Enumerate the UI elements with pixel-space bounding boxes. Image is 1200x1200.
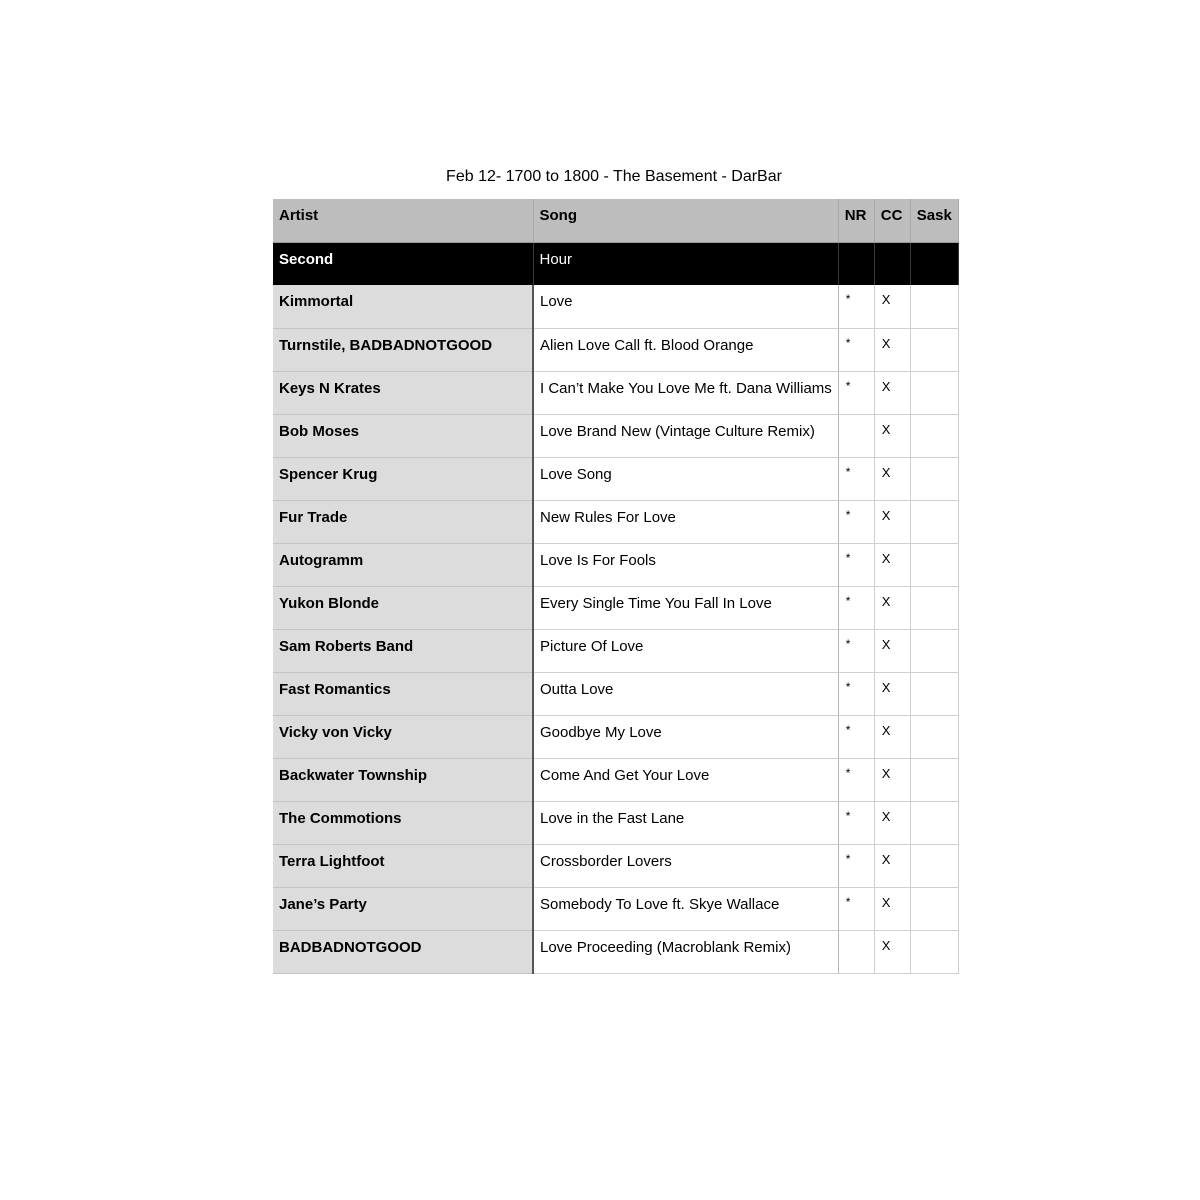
section-empty-cell <box>838 242 874 285</box>
nr-cell: * <box>838 543 874 586</box>
song-cell: Love Proceeding (Macroblank Remix) <box>533 930 838 973</box>
sask-cell <box>910 457 958 500</box>
sask-cell <box>910 672 958 715</box>
artist-cell: Keys N Krates <box>273 371 533 414</box>
cc-cell: X <box>874 371 910 414</box>
song-cell: Alien Love Call ft. Blood Orange <box>533 328 838 371</box>
section-empty-cell <box>910 242 958 285</box>
cc-cell: X <box>874 457 910 500</box>
song-cell: I Can’t Make You Love Me ft. Dana Williams <box>533 371 838 414</box>
sask-cell <box>910 887 958 930</box>
artist-cell: BADBADNOTGOOD <box>273 930 533 973</box>
column-header-song: Song <box>533 199 838 242</box>
table-row <box>273 672 958 715</box>
nr-cell: * <box>838 457 874 500</box>
cc-cell: X <box>874 844 910 887</box>
sask-cell <box>910 930 958 973</box>
table-row <box>273 285 958 328</box>
table-row <box>273 328 958 371</box>
cc-cell: X <box>874 500 910 543</box>
song-cell: Love in the Fast Lane <box>533 801 838 844</box>
sask-cell <box>910 586 958 629</box>
cc-cell: X <box>874 328 910 371</box>
artist-cell: Spencer Krug <box>273 457 533 500</box>
song-cell: Every Single Time You Fall In Love <box>533 586 838 629</box>
nr-cell: * <box>838 371 874 414</box>
artist-cell: Fast Romantics <box>273 672 533 715</box>
table-row <box>273 500 958 543</box>
nr-cell: * <box>838 844 874 887</box>
table-row <box>273 715 958 758</box>
cc-cell: X <box>874 414 910 457</box>
column-header-nr: NR <box>838 199 874 242</box>
artist-cell: Kimmortal <box>273 285 533 328</box>
table-row <box>273 758 958 801</box>
sask-cell <box>910 629 958 672</box>
artist-cell: Yukon Blonde <box>273 586 533 629</box>
table-row <box>273 586 958 629</box>
sask-cell <box>910 715 958 758</box>
table-row <box>273 629 958 672</box>
table-row <box>273 414 958 457</box>
nr-cell <box>838 930 874 973</box>
cc-cell: X <box>874 758 910 801</box>
artist-cell: Sam Roberts Band <box>273 629 533 672</box>
table-row <box>273 930 958 973</box>
artist-cell: Jane’s Party <box>273 887 533 930</box>
song-cell: Goodbye My Love <box>533 715 838 758</box>
nr-cell: * <box>838 801 874 844</box>
section-row <box>273 242 958 285</box>
column-header-sask: Sask <box>910 199 958 242</box>
artist-cell: The Commotions <box>273 801 533 844</box>
nr-cell: * <box>838 285 874 328</box>
artist-cell: Terra Lightfoot <box>273 844 533 887</box>
nr-cell: * <box>838 715 874 758</box>
table-row <box>273 887 958 930</box>
header-row <box>273 199 958 242</box>
table-row <box>273 457 958 500</box>
cc-cell: X <box>874 887 910 930</box>
nr-cell: * <box>838 887 874 930</box>
song-cell: Outta Love <box>533 672 838 715</box>
cc-cell: X <box>874 930 910 973</box>
nr-cell: * <box>838 629 874 672</box>
sask-cell <box>910 500 958 543</box>
cc-cell: X <box>874 543 910 586</box>
artist-cell: Fur Trade <box>273 500 533 543</box>
section-label-artist: Second <box>273 242 533 285</box>
sask-cell <box>910 328 958 371</box>
nr-cell: * <box>838 500 874 543</box>
column-header-artist: Artist <box>273 199 533 242</box>
artist-cell: Turnstile, BADBADNOTGOOD <box>273 328 533 371</box>
table-row <box>273 371 958 414</box>
sask-cell <box>910 801 958 844</box>
table-row <box>273 543 958 586</box>
song-cell: Picture Of Love <box>533 629 838 672</box>
artist-cell: Bob Moses <box>273 414 533 457</box>
artist-cell: Backwater Township <box>273 758 533 801</box>
playlist-table <box>273 199 959 974</box>
cc-cell: X <box>874 672 910 715</box>
section-label-song: Hour <box>533 242 838 285</box>
song-cell: Somebody To Love ft. Skye Wallace <box>533 887 838 930</box>
song-cell: Come And Get Your Love <box>533 758 838 801</box>
sask-cell <box>910 414 958 457</box>
song-cell: Crossborder Lovers <box>533 844 838 887</box>
table-row <box>273 844 958 887</box>
artist-cell: Vicky von Vicky <box>273 715 533 758</box>
nr-cell: * <box>838 586 874 629</box>
nr-cell: * <box>838 758 874 801</box>
sask-cell <box>910 371 958 414</box>
cc-cell: X <box>874 586 910 629</box>
song-cell: Love Brand New (Vintage Culture Remix) <box>533 414 838 457</box>
cc-cell: X <box>874 285 910 328</box>
sask-cell <box>910 285 958 328</box>
cc-cell: X <box>874 715 910 758</box>
sask-cell <box>910 844 958 887</box>
sask-cell <box>910 543 958 586</box>
cc-cell: X <box>874 801 910 844</box>
song-cell: New Rules For Love <box>533 500 838 543</box>
cc-cell: X <box>874 629 910 672</box>
nr-cell: * <box>838 328 874 371</box>
section-empty-cell <box>874 242 910 285</box>
song-cell: Love <box>533 285 838 328</box>
sask-cell <box>910 758 958 801</box>
column-header-cc: CC <box>874 199 910 242</box>
nr-cell <box>838 414 874 457</box>
nr-cell: * <box>838 672 874 715</box>
song-cell: Love Song <box>533 457 838 500</box>
song-cell: Love Is For Fools <box>533 543 838 586</box>
page-title: Feb 12- 1700 to 1800 - The Basement - DarBar <box>446 168 782 185</box>
table-row <box>273 801 958 844</box>
artist-cell: Autogramm <box>273 543 533 586</box>
